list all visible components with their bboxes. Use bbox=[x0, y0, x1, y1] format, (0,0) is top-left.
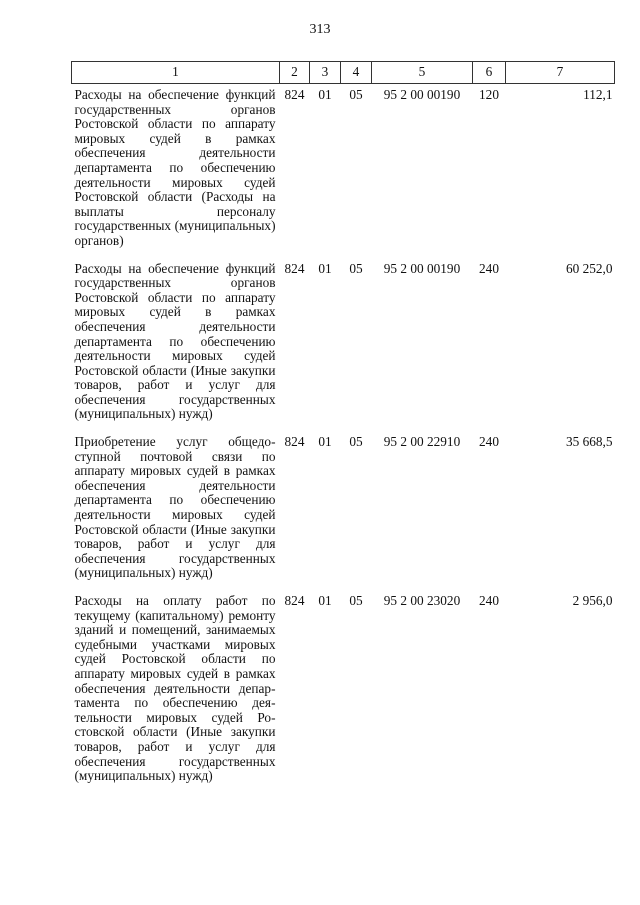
row-description: Приобретение услуг общедоступной почтовой связи по аппарату мировых судей в рамках обеспечения деятельности департамента по обеспечению деятельности мировых судей Ростовской области (Иные закупки товаров, работ и услуг для обеспечения государственных (муниципальных) нужд) bbox=[74, 434, 276, 581]
row-csr: 95 2 00 23020 bbox=[383, 593, 461, 608]
table-header bbox=[72, 62, 615, 84]
header-col-3: 3 bbox=[310, 62, 341, 84]
table-row bbox=[72, 589, 615, 792]
row-ved: 824 bbox=[284, 593, 305, 608]
header-col-7: 7 bbox=[506, 62, 615, 84]
row-ved: 824 bbox=[284, 87, 305, 102]
table-row bbox=[72, 430, 615, 589]
row-description: Расходы на обеспечение функций государственных органов Ростовской области по аппарату мировых судей в рамках обеспечения деятельности департамента по обеспечению деятельности мировых судей Ростовской области (Иные закупки товаров, работ и услуг для обеспечения государственных (муниципальных) нужд) bbox=[74, 260, 276, 422]
page-number: 313 bbox=[309, 22, 331, 37]
row-csr: 95 2 00 00190 bbox=[383, 87, 461, 102]
row-rz: 01 bbox=[318, 434, 332, 450]
row-vr: 240 bbox=[479, 434, 499, 450]
row-vr: 120 bbox=[479, 87, 499, 102]
header-col-1: 1 bbox=[72, 62, 280, 84]
row-sum: 2 956,0 bbox=[572, 593, 613, 608]
header-col-5: 5 bbox=[372, 62, 473, 84]
row-pr: 05 bbox=[349, 593, 363, 608]
table-row bbox=[72, 84, 615, 257]
table-body bbox=[72, 84, 615, 792]
row-ved: 824 bbox=[284, 260, 305, 276]
row-description: Расходы на обеспечение функций государственных органов Ростовской области по аппарату мировых судей в рамках обеспечения деятельности департамента по обеспечению деятельности мировых судей Ростовской области (Расходы на выплаты персоналу государственных (муниципальных) органов) bbox=[74, 87, 276, 248]
header-col-6: 6 bbox=[473, 62, 506, 84]
row-pr: 05 bbox=[349, 434, 363, 450]
row-rz: 01 bbox=[318, 87, 332, 102]
table-row bbox=[72, 257, 615, 431]
header-col-4: 4 bbox=[341, 62, 372, 84]
row-ved: 824 bbox=[284, 434, 305, 450]
header-col-2: 2 bbox=[280, 62, 310, 84]
row-vr: 240 bbox=[479, 593, 499, 608]
row-description: Расходы на оплату работ по текущему (капитальному) ремонту зданий и помещений, занимаемых судебными участками мировых судей Ростовской области по аппарату мировых судей в рамках обеспечения деятельности департамента по обеспечению деятельности мировых судей Ростовской области (Иные закупки товаров, работ и услуг для обеспечения государственных (муниципальных) нужд) bbox=[74, 593, 276, 784]
row-rz: 01 bbox=[318, 593, 332, 608]
row-csr: 95 2 00 22910 bbox=[383, 434, 461, 450]
header-row bbox=[72, 62, 615, 84]
row-sum: 35 668,5 bbox=[565, 434, 613, 450]
budget-table bbox=[71, 61, 615, 792]
row-rz: 01 bbox=[318, 260, 332, 276]
row-csr: 95 2 00 00190 bbox=[383, 260, 461, 276]
row-pr: 05 bbox=[349, 87, 363, 102]
row-vr: 240 bbox=[479, 260, 499, 276]
row-pr: 05 bbox=[349, 260, 363, 276]
row-sum: 60 252,0 bbox=[565, 260, 613, 276]
row-sum: 112,1 bbox=[583, 87, 613, 102]
